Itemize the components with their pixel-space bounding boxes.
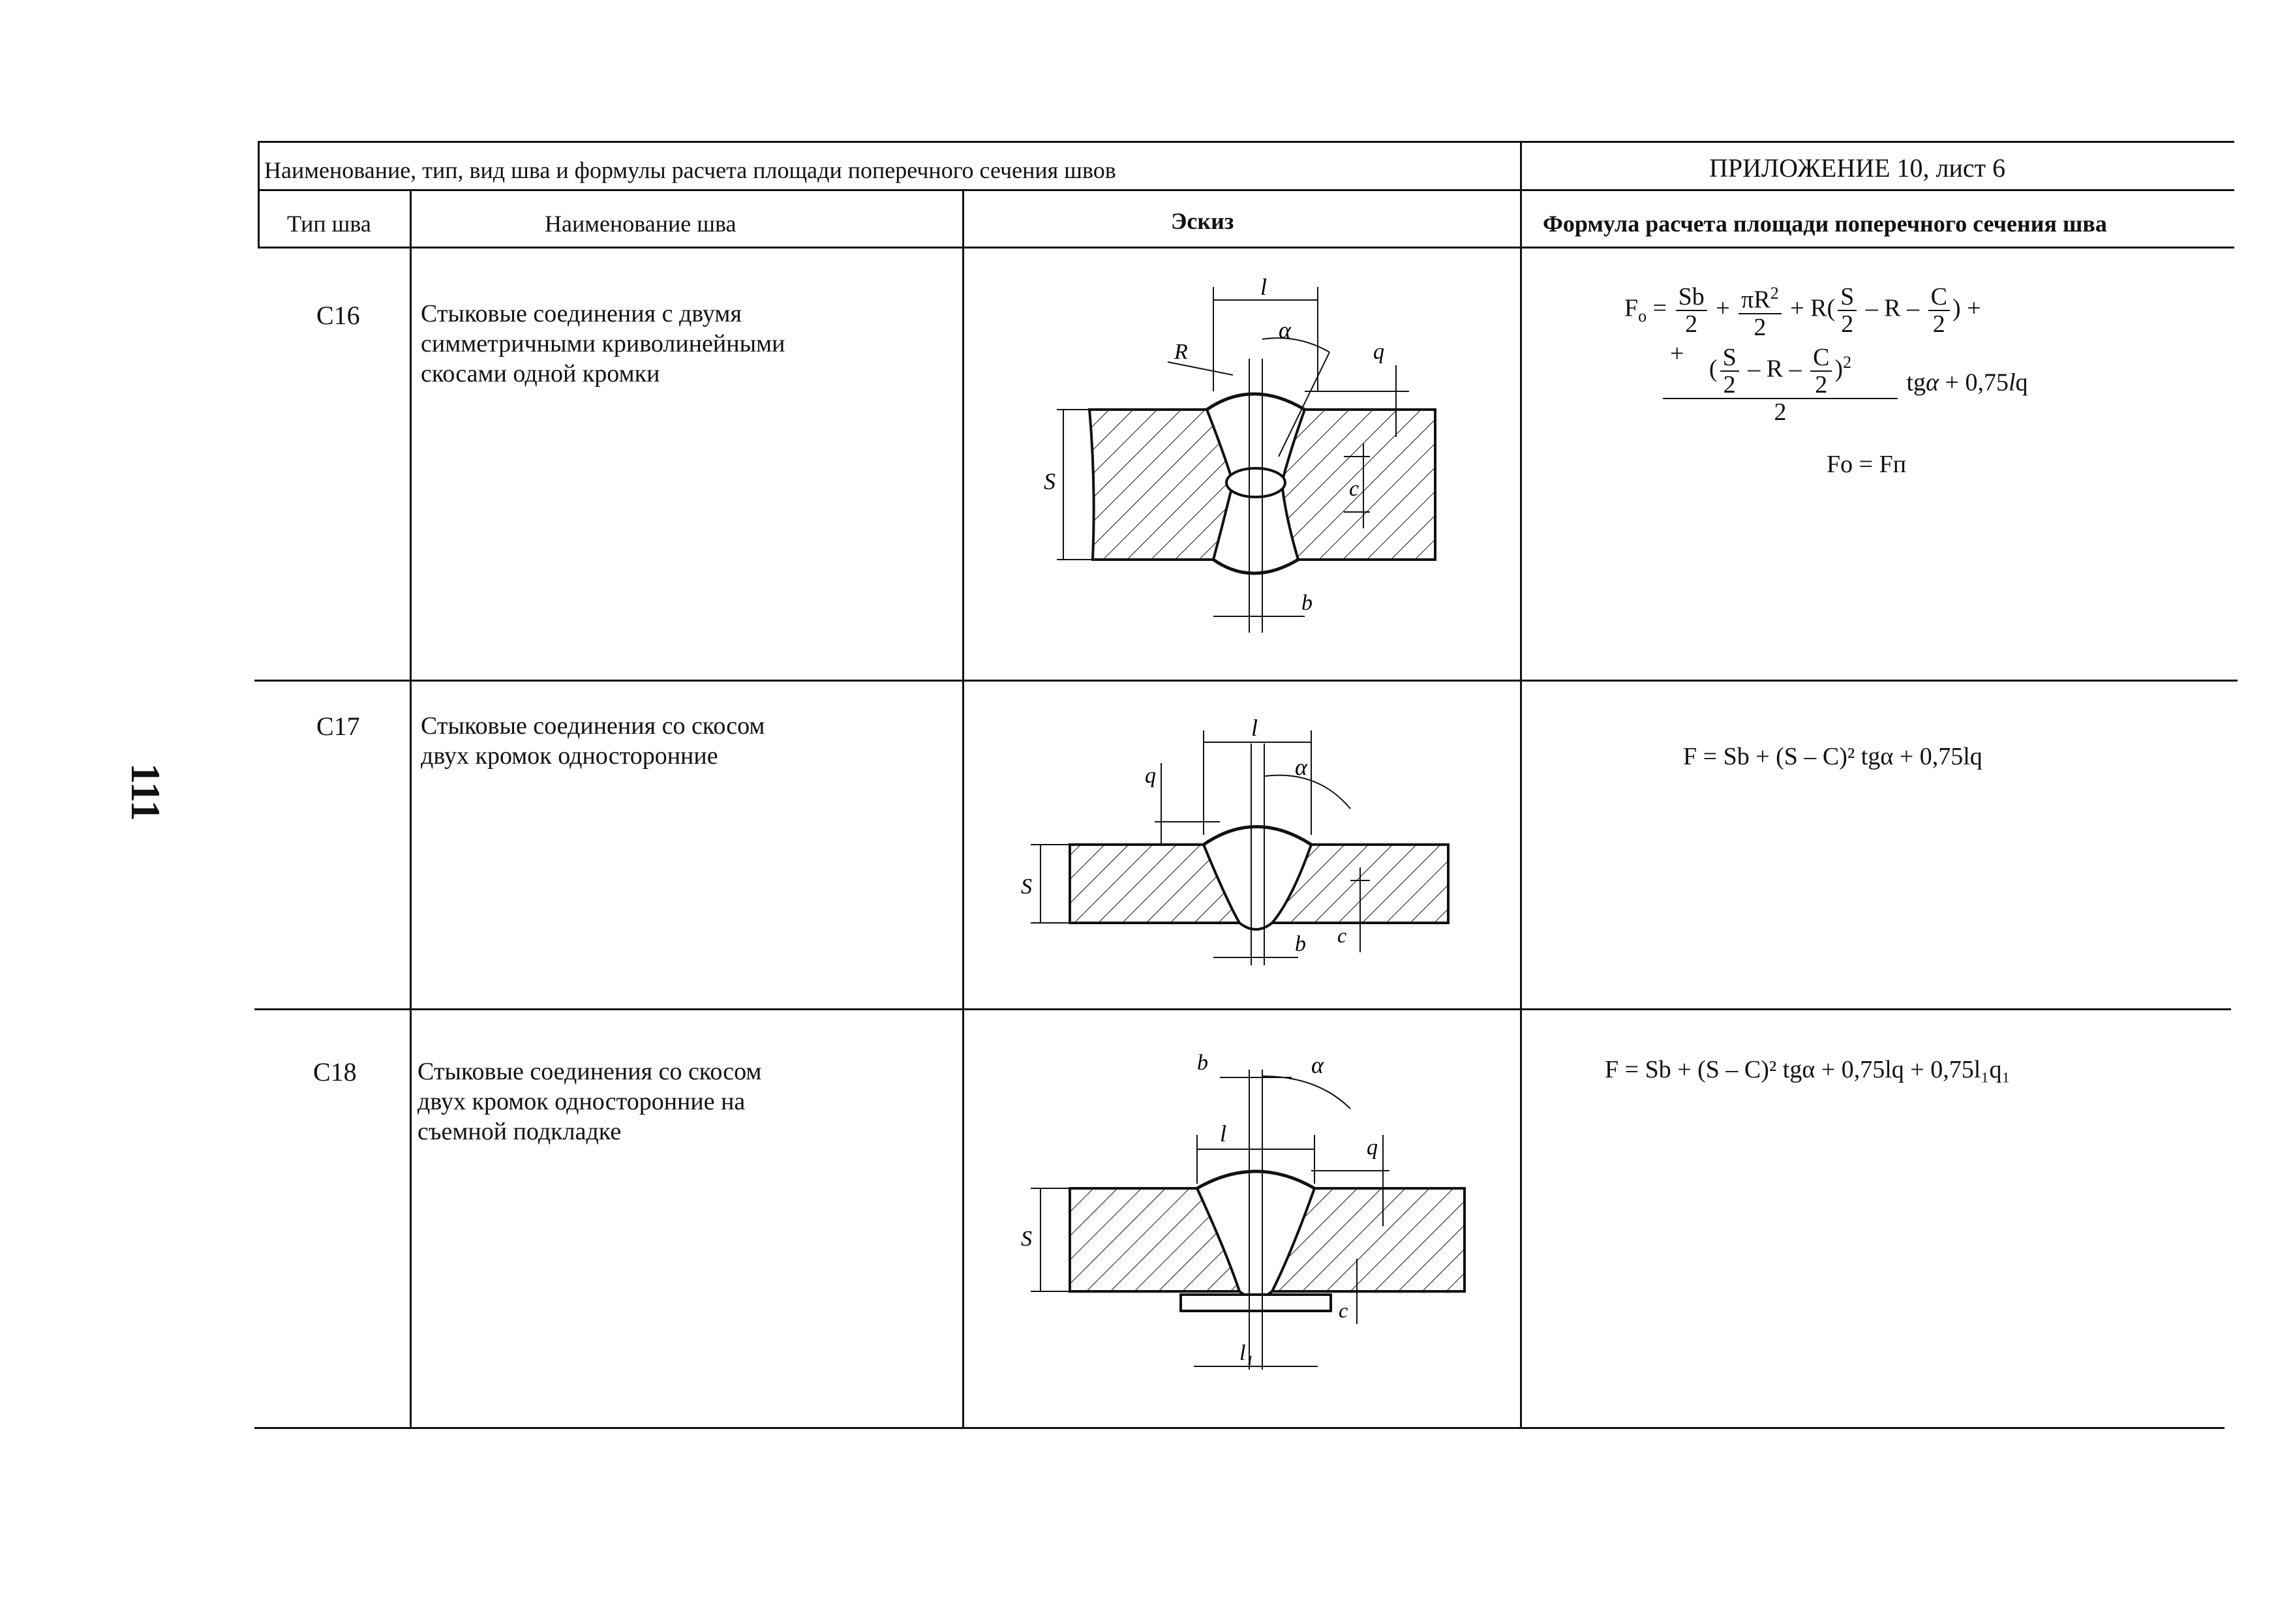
row-c18-sketch	[1005, 1037, 1474, 1402]
row-c18-type: C18	[313, 1057, 357, 1087]
column-divider-formula	[1520, 141, 1522, 1427]
label-S: S	[1021, 1227, 1032, 1251]
angle-arc	[1262, 1076, 1350, 1109]
row-c16-name	[421, 299, 785, 389]
left-plate	[1089, 410, 1233, 560]
row-c17-sketch	[1005, 704, 1474, 991]
table-bottom-rule	[254, 1427, 2225, 1429]
label-l: l	[1260, 274, 1268, 300]
col-header-type: Тип шва	[287, 211, 371, 237]
row-c16-formula-equality: Fo = Fп	[1827, 451, 1907, 478]
name-line: двух кромок односторонние на	[418, 1088, 746, 1115]
table-left-border	[258, 141, 260, 248]
label-b: b	[1301, 591, 1313, 615]
name-line: симметричными криволинейными	[421, 330, 785, 357]
weld-cap-top	[1207, 394, 1305, 410]
name-line: съемной подкладке	[418, 1118, 622, 1145]
col-header-sketch: Эскиз	[1171, 208, 1234, 234]
row-c17-name	[421, 711, 765, 771]
column-divider-sketch	[962, 189, 964, 1427]
label-l: l	[1220, 1120, 1227, 1147]
label-b: b	[1295, 932, 1306, 956]
col-header-formula: Формула расчета площади поперечного сечения шва	[1543, 211, 2107, 237]
label-alpha: α	[1295, 754, 1307, 780]
label-l1: l₁	[1239, 1341, 1254, 1365]
row-c18-formula: F = Sb + (S – C)² tgα + 0,75lq + 0,75l₁q₁	[1605, 1056, 2011, 1083]
left-plate	[1070, 1188, 1239, 1291]
row-c16-sketch	[1018, 261, 1474, 652]
column-divider-type	[410, 189, 412, 1427]
angle-arc	[1262, 338, 1329, 352]
label-q: q	[1145, 764, 1156, 788]
row-c16-formula-line1: $F_o$ = $\frac{Sb}{2}$ + $\frac{\pi R^2}{2}$ + R( $\frac{S}{2}$ – R – $\frac{C}{2}$ ) +	[1624, 280, 1981, 340]
row-divider-2	[254, 1008, 2231, 1010]
angle-arc	[1264, 775, 1350, 809]
page-number: 111	[123, 763, 169, 821]
label-alpha: α	[1279, 317, 1291, 343]
label-q: q	[1373, 340, 1384, 364]
label-S: S	[1044, 468, 1055, 494]
label-c: c	[1349, 477, 1359, 501]
weld-root	[1226, 468, 1285, 497]
weld-cap	[1204, 827, 1311, 845]
row-divider-1	[254, 680, 2238, 682]
weld-cap-bottom	[1213, 560, 1298, 573]
name-line: Стыковые соединения со скосом	[421, 712, 765, 740]
col-header-name: Наименование шва	[545, 211, 736, 237]
row-c16-formula-line2: ( $\frac{S}{2}$ – R – $\frac{C}{2}$ )$^2$ 2 tgα + 0,75lq	[1660, 344, 2028, 425]
appendix-label: ПРИЛОЖЕНИЕ 10, лист 6	[1709, 153, 2006, 183]
label-S: S	[1021, 875, 1032, 899]
left-plate	[1070, 845, 1239, 923]
label-R: R	[1174, 340, 1188, 364]
label-c: c	[1337, 924, 1347, 947]
row-c17-formula: F = Sb + (S – C)² tgα + 0,75lq	[1683, 743, 1982, 770]
weld-cap	[1197, 1171, 1314, 1188]
label-c: c	[1339, 1299, 1348, 1322]
label-b: b	[1197, 1051, 1208, 1075]
name-line: скосами одной кромки	[421, 360, 660, 387]
table-title: Наименование, тип, вид шва и формулы расчета площади поперечного сечения швов	[264, 157, 1116, 183]
name-line: двух кромок односторонние	[421, 742, 718, 770]
name-line: Стыковые соединения с двумя	[421, 300, 742, 327]
row-c18-name	[418, 1057, 761, 1147]
backing-strip	[1181, 1295, 1331, 1311]
label-q: q	[1367, 1135, 1378, 1160]
right-plate	[1272, 1188, 1465, 1291]
name-line: Стыковые соединения со скосом	[418, 1058, 762, 1085]
row-c16-type: C16	[316, 301, 360, 330]
header-rule	[258, 189, 2234, 191]
table-top-rule	[258, 141, 2234, 143]
row-c17-type: C17	[316, 712, 360, 741]
label-alpha: α	[1311, 1052, 1324, 1078]
label-l: l	[1251, 715, 1258, 741]
weld-root	[1239, 923, 1272, 929]
column-header-rule	[258, 247, 2234, 248]
